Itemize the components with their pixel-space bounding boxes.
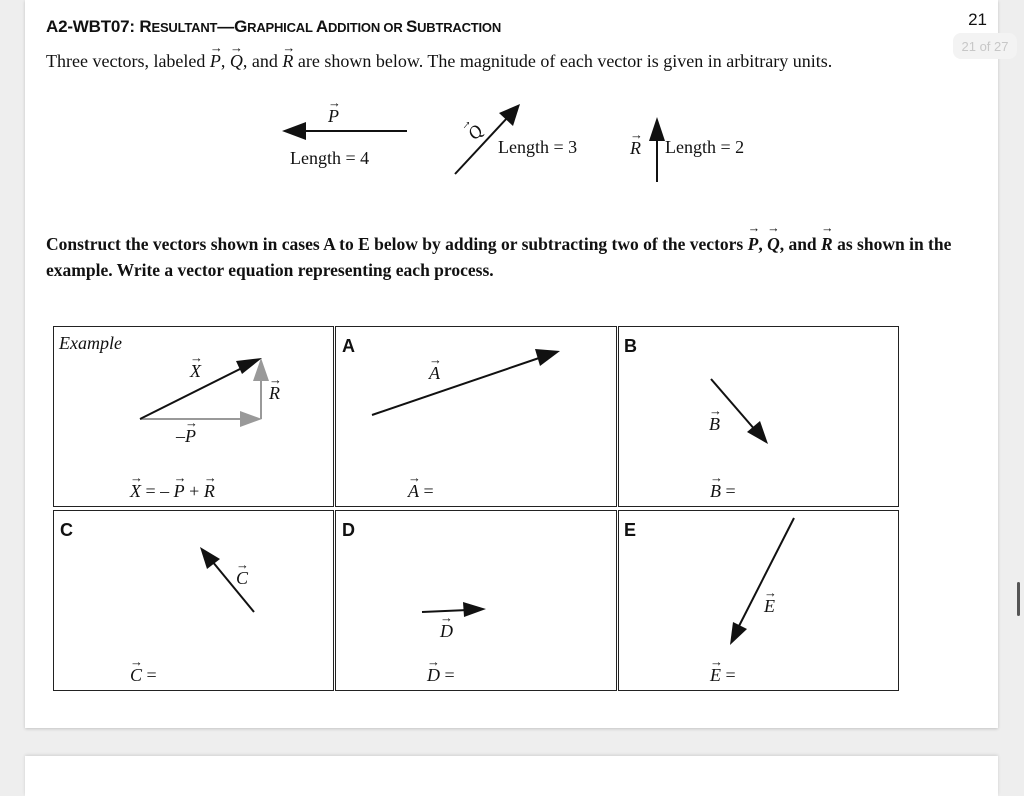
case-a-name: → A <box>429 363 440 384</box>
case-e-arrow <box>730 518 794 645</box>
case-c-equation: → C = <box>130 665 157 686</box>
case-d-arrow <box>422 602 486 617</box>
vector-q-name: → Q <box>463 121 487 144</box>
case-d-name: → D <box>440 621 453 642</box>
example-equation: → X = – → P + → R <box>130 481 215 502</box>
vector-p-length: Length = 4 <box>290 148 370 168</box>
example-r-name: → R <box>269 383 280 404</box>
example-x-arrow <box>140 358 262 419</box>
case-b-name: → B <box>709 414 720 435</box>
case-a-arrow <box>372 349 560 415</box>
page-title: A2-WBT07: RESULTANT—GRAPHICAL ADDITION OR SUBTRACTION <box>46 17 502 36</box>
vector-r-length: Length = 2 <box>665 137 745 157</box>
vector-r-name: → R <box>630 138 641 159</box>
case-a-equation: → A = <box>408 481 434 502</box>
instructions-text: Construct the vectors shown in cases A to E below by adding or subtracting two of the vectors → P, → Q, and → R as shown in the example. Write a vector equation representing each process. <box>46 231 991 283</box>
case-b-label: B <box>624 336 637 356</box>
example-r-arrow <box>253 358 269 419</box>
example-neg-p-name: –→ P <box>176 426 196 447</box>
example-x-name: → X <box>190 361 201 382</box>
case-b-equation: → B = <box>710 481 736 502</box>
case-e-name: → E <box>764 596 775 617</box>
vector-q-length: Length = 3 <box>498 137 578 157</box>
case-d-label: D <box>342 520 355 540</box>
case-c-label: C <box>60 520 73 540</box>
case-c-name: → C <box>236 568 248 589</box>
page-number: 21 <box>968 10 987 29</box>
case-d-equation: → D = <box>427 665 455 686</box>
case-e-label: E <box>624 520 637 540</box>
example-neg-p-arrow <box>140 411 262 427</box>
case-e-equation: → E = <box>710 665 736 686</box>
case-example-label: Example <box>59 333 122 353</box>
intro-text: Three vectors, labeled → P, → Q, and → R are shown below. The magnitude of each vector is given in arbitrary units. <box>46 51 832 72</box>
vector-p-name: → P <box>328 106 339 127</box>
page-indicator[interactable]: 21 of 27 <box>953 33 1017 59</box>
case-a-label: A <box>342 336 355 356</box>
